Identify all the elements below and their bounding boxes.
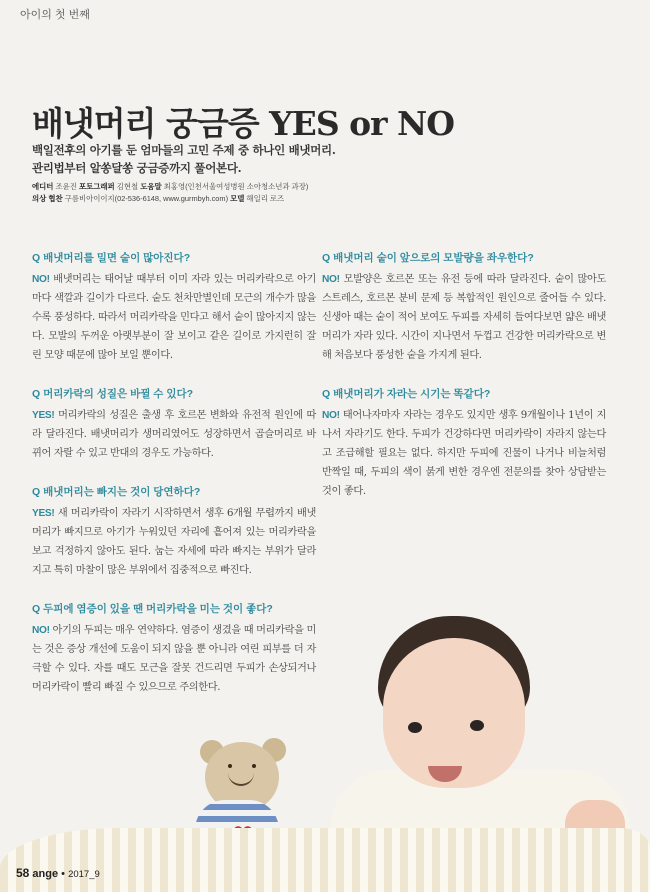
page-number: 58	[16, 866, 30, 880]
answer	[32, 504, 316, 580]
section-label: 아이의 첫 번째	[20, 9, 90, 21]
credit-key: 에디터	[32, 182, 54, 191]
baby-eye	[408, 722, 422, 733]
lead-line: 백일전후의 아기를 둔 엄마들의 고민 주제 중 하나인 배냇머리.	[32, 143, 336, 157]
answer-text: 아기의 두피는 매우 연약하다. 염증이 생겼을 때 머리카락을 미는 것은 증상 개선에 도움이 되지 않을 뿐 아니라 여린 피부를 더 자극할 수 있다. 자를 때도 모근을 잘못 건드리면 두피가 손상되거나 머리카락이 빨리 빠질 수 있으므로 주의한다.	[32, 625, 316, 693]
credits-line	[32, 193, 308, 205]
credit-value: 조윤진	[53, 182, 79, 191]
answer	[322, 270, 606, 365]
qa-item	[32, 484, 316, 580]
question: Q 배냇머리가 자라는 시기는 똑같다?	[322, 388, 491, 400]
answer-verdict: YES!	[32, 410, 55, 421]
answer	[32, 270, 316, 365]
question: Q 두피에 염증이 있을 땐 머리카락을 미는 것이 좋다?	[32, 603, 273, 615]
answer	[32, 406, 316, 463]
right-column	[322, 250, 606, 522]
article-lead	[32, 141, 336, 177]
credit-key: 모델	[230, 194, 245, 203]
credit-value: 해일리 로즈	[244, 194, 285, 203]
credit-key: 의상 협찬	[32, 194, 63, 203]
credits	[32, 181, 308, 205]
answer-verdict: NO!	[32, 274, 50, 285]
baby-photo	[0, 600, 650, 892]
answer	[322, 406, 606, 501]
baby-eye	[470, 720, 484, 731]
answer-text: 배냇머리는 태어날 때부터 이미 자라 있는 머리카락으로 아기마다 색깔과 길이가 다르다. 숱도 천차만별인데 모근의 개수가 많을수록 풍성하다. 따라서 머리카락을 민다고 해서 숱이 많아지지 않는다. 모발의 두꺼운 아랫부분이 잘 보이고 같은 길이로 가지런히 잘린 모양 때문에 많아 보일 뿐이다.	[32, 274, 316, 361]
credit-value: 최홍영(인천서울여성병원 소아청소년과 과장)	[161, 182, 309, 191]
magazine-brand: ange	[32, 868, 59, 880]
answer-text: 태어나자마자 자라는 경우도 있지만 생후 9개월이나 1년이 지나서 자라기도 한다. 두피가 건강하다면 머리카락이 자라지 않는다고 조급해할 필요는 없다. 하지만 두피에 진물이 나거나 비늘처럼 반짝일 때, 두피의 색이 붉게 변한 경우엔 전문의를 찾아 상담받는 것이 좋다.	[322, 410, 606, 497]
qa-item	[322, 250, 606, 365]
answer-verdict: NO!	[32, 625, 50, 636]
question: Q 배냇머리는 빠지는 것이 당연하다?	[32, 486, 201, 498]
issue-date: 2017_9	[68, 869, 100, 880]
qa-item	[322, 386, 606, 501]
answer-verdict: NO!	[322, 274, 340, 285]
credit-key: 포토그래퍼	[78, 182, 115, 191]
answer-verdict: YES!	[32, 508, 55, 519]
credit-value: 구름비아이이지(02-536-6148, www.gurmbyh.com)	[62, 194, 231, 203]
answer-text: 머리카락의 성질은 출생 후 호르몬 변화와 유전적 원인에 따라 달라진다. 배냇머리가 생머리였어도 성장하면서 곱슬머리로 바뀌어 자랄 수 있고 반대의 경우도 가능하다.	[32, 410, 316, 459]
credit-value: 김현철	[114, 182, 141, 191]
teddy-bear-eye	[252, 764, 256, 768]
lead-line: 관리법부터 알쏭달쏭 궁금증까지 풀어본다.	[32, 161, 242, 175]
answer-text: 새 머리카락이 자라기 시작하면서 생후 6개월 무렵까지 배냇머리가 빠지므로 아기가 누워있던 자리에 흩어져 있는 머리카락을 보고 걱정하지 않아도 된다. 눕는 자세에 따라 빠지는 부위가 달라지고 특히 마찰이 많은 부위에서 집중적으로 빠진다.	[32, 508, 316, 576]
qa-item	[32, 250, 316, 365]
question: Q 머리카락의 성질은 바뀔 수 있다?	[32, 388, 194, 400]
qa-item	[32, 386, 316, 463]
article-title: 배냇머리 궁금증 YES or NO	[32, 104, 454, 143]
teddy-bear-eye	[228, 764, 232, 768]
answer-verdict: NO!	[322, 410, 340, 421]
credit-key: 도움말	[140, 182, 162, 191]
answer-text: 모발양은 호르몬 또는 유전 등에 따라 달라진다. 숱이 많아도 스트레스, 호르몬 분비 문제 등 복합적인 원인으로 줄어들 수 있다. 신생아 때는 숱이 적어 보여도 두피를 자세히 들여다보면 얇은 배냇머리가 자라 있다. 시간이 지나면서 두껍고 건강한 머리카락으로 변해 처음보다 풍성한 숱을 가지게 된다.	[322, 274, 606, 361]
striped-blanket	[0, 828, 650, 892]
page-footer	[16, 866, 100, 880]
question: Q 배냇머리 숱이 앞으로의 모발량을 좌우한다?	[322, 252, 534, 264]
credits-line	[32, 181, 308, 193]
question: Q 배냇머리를 밀면 숱이 많아진다?	[32, 252, 191, 264]
footer-separator: •	[58, 868, 69, 880]
